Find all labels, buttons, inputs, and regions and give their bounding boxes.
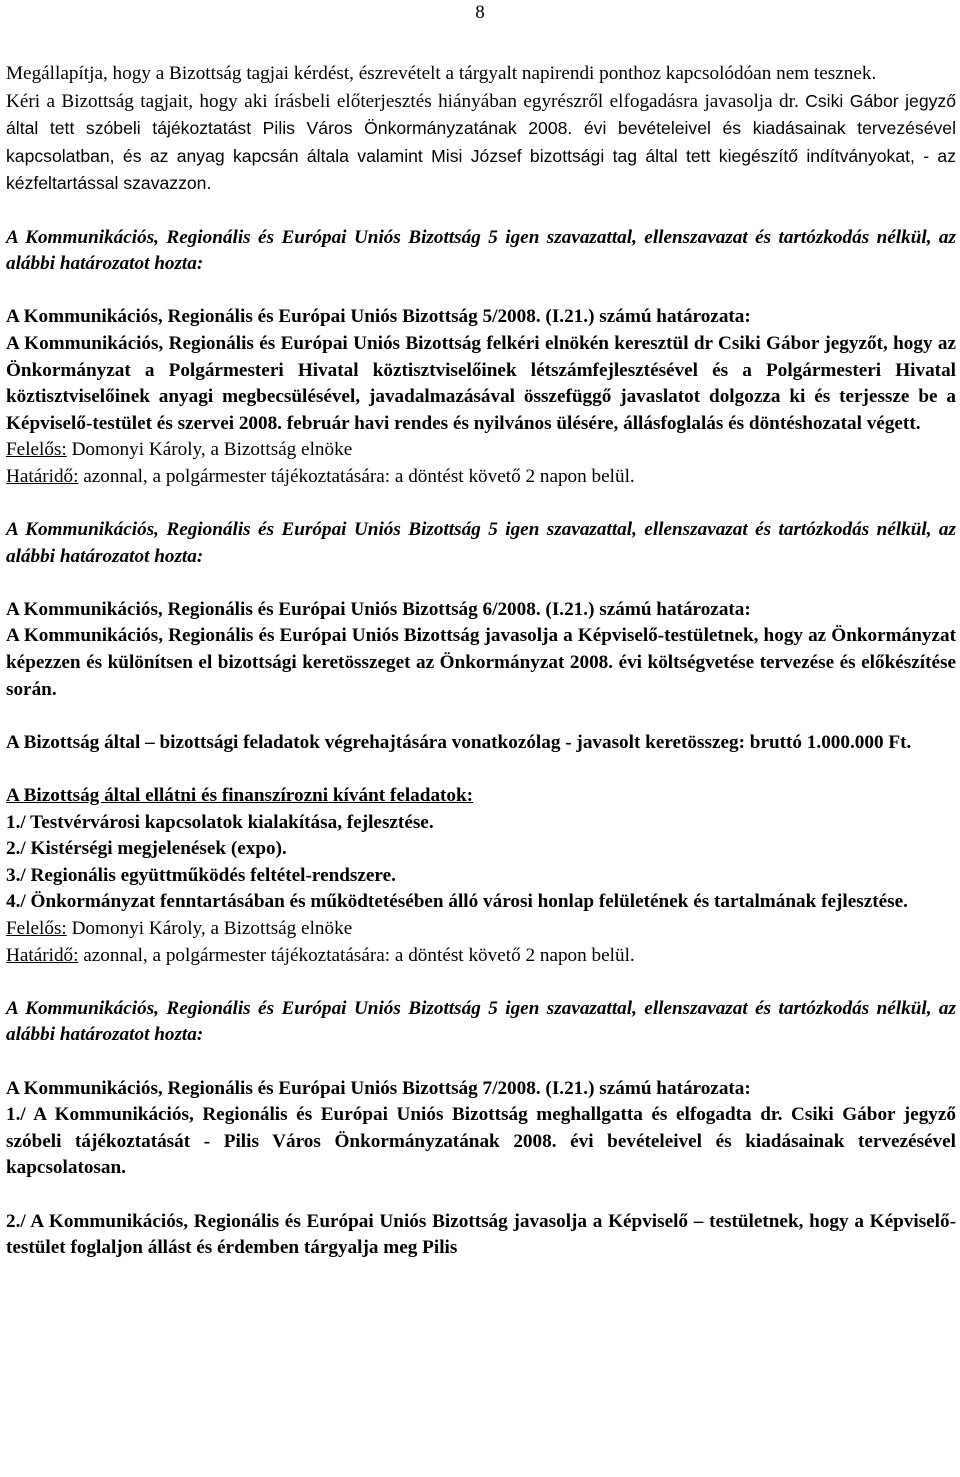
resolution-5-deadline (6, 464, 956, 491)
resolution-6-heading: A Kommunikációs, Regionális és Európai Uniós Bizottság 6/2008. (I.21.) számú határozata: (6, 598, 751, 620)
task-item: 1./ Testvérvárosi kapcsolatok kialakítása, fejlesztése. (6, 811, 434, 833)
responsible-label: Felelős: (6, 439, 67, 461)
page-number: 8 (475, 2, 485, 23)
resolution-6-responsible (6, 916, 956, 943)
intro-paragraph-2 (6, 88, 956, 198)
vote-intro-3: A Kommunikációs, Regionális és Európai Uniós Bizottság 5 igen szavazattal, ellenszavazat és tartózkodás nélkül, az alábbi határozatot hozta: (6, 997, 956, 1046)
task-item: 4./ Önkormányzat fenntartásában és működtetésében álló városi honlap felületének és tartalmának fejlesztése. (6, 891, 908, 913)
resolution-7-point-1: 1./ A Kommunikációs, Regionális és Európai Uniós Bizottság meghallgatta és elfogadta dr. Csiki Gábor jegyző szóbeli tájékoztatását - Pilis Város Önkormányzatának 2008. évi bevételeivel és kiadásainak tervezésével kapcsolatosan. (6, 1104, 956, 1179)
vote-intro-1: A Kommunikációs, Regionális és Európai Uniós Bizottság 5 igen szavazattal, ellenszavazat és tartózkodás nélkül, az alábbi határozatot hozta: (6, 226, 956, 275)
task-item: 2./ Kistérségi megjelenések (expo). (6, 838, 287, 860)
intro-text-sans: Csiki Gábor jegyző által tett szóbeli tájékoztatást Pilis Város Önkormányzatának 2008. évi bevételeivel és kiadásainak tervezésével kapcsolatban, és az anyag kapcsán általa valamint Misi József bizottsági tag által tett kiegészítő indítványokat, - az kézfeltartással szavazzon. (6, 90, 956, 194)
resolution-6-body: A Kommunikációs, Regionális és Európai Uniós Bizottság javasolja a Képviselő-testületnek, hogy az Önkormányzat képezzen és különítsen el bizottsági keretösszeget az Önkormányzat 2008. évi költségvetése tervezése és előkészítése során. (6, 625, 956, 700)
responsible-value: Domonyi Károly, a Bizottság elnöke (66, 439, 353, 461)
vote-intro-2: A Kommunikációs, Regionális és Európai Uniós Bizottság 5 igen szavazattal, ellenszavazat és tartózkodás nélkül, az alábbi határozatot hozta: (6, 519, 956, 567)
deadline-label: Határidő: (6, 465, 79, 487)
resolution-5-heading: A Kommunikációs, Regionális és Európai Uniós Bizottság 5/2008. (I.21.) számú határozata: (6, 306, 751, 328)
resolution-6-tasks-heading: A Bizottság által ellátni és finanszírozni kívánt feladatok: (6, 785, 474, 807)
document-body (6, 61, 956, 1262)
intro-paragraph-1: Megállapítja, hogy a Bizottság tagjai kérdést, észrevételt a tárgyalt napirendi ponthoz kapcsolódóan nem tesznek. (6, 63, 877, 84)
deadline-value: azonnal, a polgármester tájékoztatására: a döntést követő 2 napon belül. (78, 465, 635, 487)
intro-text-serif: Kéri a Bizottság tagjait, hogy aki írásbeli előterjesztés hiányában egyrészről elfogadásra javasolja dr. (6, 90, 806, 112)
resolution-5-responsible (6, 437, 956, 464)
resolution-7-heading: A Kommunikációs, Regionális és Európai Uniós Bizottság 7/2008. (I.21.) számú határozata: (6, 1077, 751, 1099)
resolution-7-point-2: 2./ A Kommunikációs, Regionális és Európai Uniós Bizottság javasolja a Képviselő – testületnek, hogy a Képviselő-testület foglaljon állást és érdemben tárgyalja meg Pilis (6, 1210, 956, 1259)
deadline-value: azonnal, a polgármester tájékoztatására: a döntést követő 2 napon belül. (78, 944, 635, 966)
deadline-label: Határidő: (6, 944, 79, 966)
resolution-6-budget: A Bizottság által – bizottsági feladatok végrehajtására vonatkozólag - javasolt keretösszeg: bruttó 1.000.000 Ft. (6, 731, 912, 753)
resolution-6-deadline (6, 943, 956, 970)
resolution-5-body: A Kommunikációs, Regionális és Európai Uniós Bizottság felkéri elnökén keresztül dr Csiki Gábor jegyzőt, hogy az Önkormányzat a Polgármesteri Hivatal köztisztviselőinek létszámfejlesztésével és a Polgármesteri Hivatal köztisztviselőinek anyagi megbecsülésével, javadalmazásával összefüggő javaslatot dolgozza ki és terjessze be a Képviselő-testület és szervei 2008. február havi rendes és nyilvános ülésére, állásfoglalás és döntéshozatal végett. (6, 332, 956, 434)
responsible-label: Felelős: (6, 918, 67, 939)
task-item: 3./ Regionális együttműködés feltétel-rendszere. (6, 864, 396, 886)
responsible-value: Domonyi Károly, a Bizottság elnöke (66, 918, 353, 939)
